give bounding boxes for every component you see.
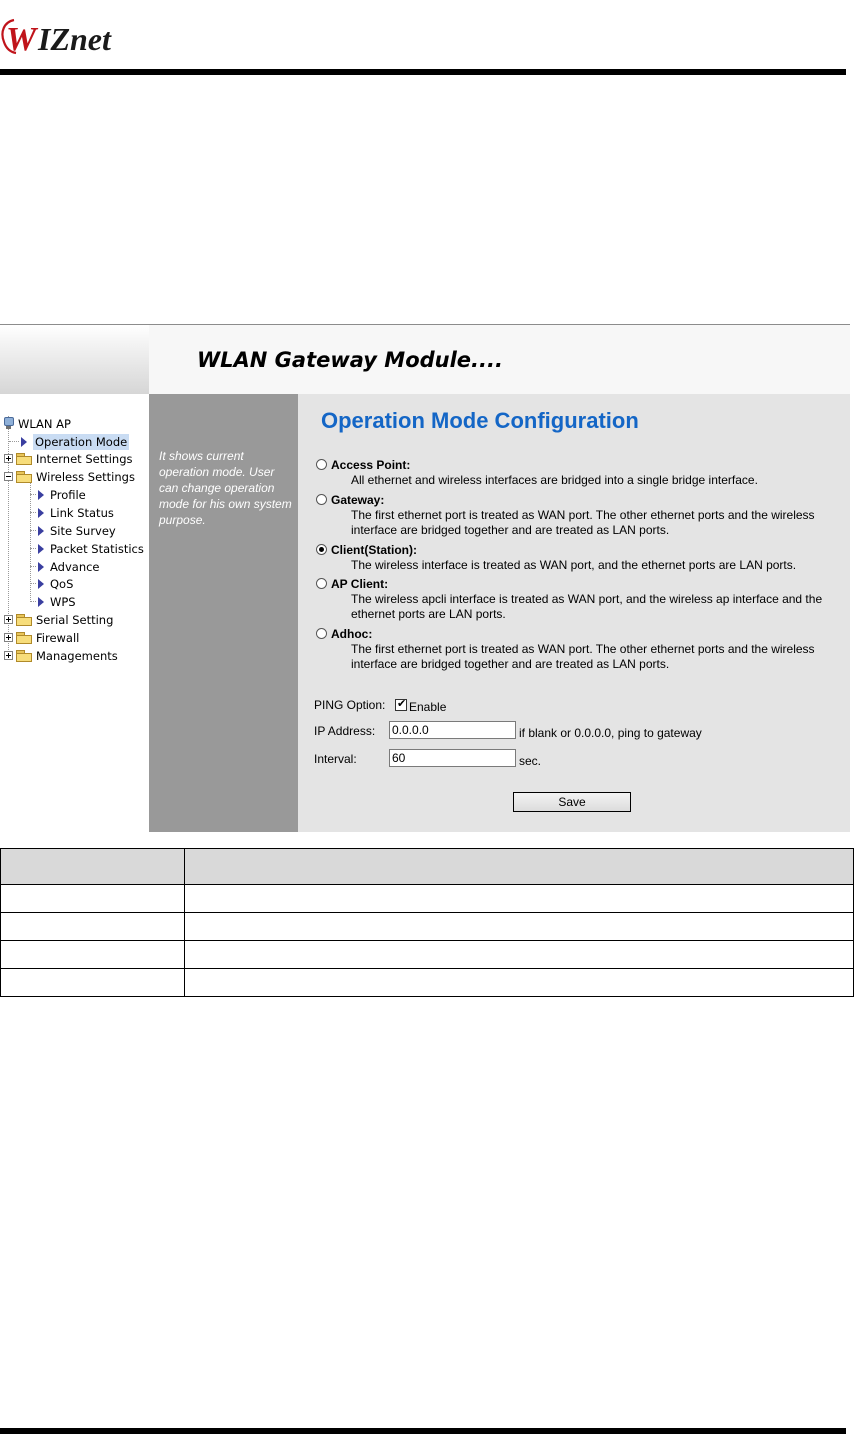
folder-icon — [16, 632, 32, 643]
expand-icon[interactable] — [4, 454, 13, 463]
table-cell — [185, 969, 854, 997]
ping-option-label: PING Option: — [314, 698, 386, 712]
ping-enable-label: Enable — [409, 700, 447, 714]
radio-gateway[interactable] — [316, 494, 327, 505]
tree-item-managements[interactable]: Managements — [4, 647, 118, 663]
table-cell — [1, 913, 185, 941]
ip-address-input[interactable]: 0.0.0.0 — [389, 721, 516, 739]
tree-item-link-status[interactable]: Link Status — [30, 504, 114, 520]
table-header-cell — [185, 849, 854, 885]
tree-item-serial-setting[interactable]: Serial Setting — [4, 611, 113, 627]
folder-icon — [16, 614, 32, 625]
page-arrow-icon — [21, 437, 27, 447]
wiznet-logo — [0, 12, 160, 58]
tree-item-advance[interactable]: Advance — [30, 558, 100, 574]
tree-item-profile[interactable]: Profile — [30, 486, 86, 502]
table-cell — [1, 969, 185, 997]
header-left-panel — [0, 325, 149, 394]
radio-adhoc[interactable] — [316, 628, 327, 639]
top-rule — [0, 69, 846, 75]
computer-icon — [3, 417, 14, 430]
page-arrow-icon — [38, 544, 44, 554]
info-text: It shows current operation mode. User can change operation mode for his own system purpose. — [159, 449, 292, 527]
radio-ap-client[interactable] — [316, 578, 327, 589]
page-arrow-icon — [38, 526, 44, 536]
info-panel — [149, 394, 298, 832]
interval-label: Interval: — [314, 752, 357, 766]
ip-address-hint: if blank or 0.0.0.0, ping to gateway — [519, 726, 702, 740]
web-ui-screenshot — [0, 324, 850, 832]
page-arrow-icon — [38, 490, 44, 500]
table-cell — [1, 885, 185, 913]
tree-item-packet-statistics[interactable]: Packet Statistics — [30, 540, 144, 556]
bottom-rule — [0, 1428, 846, 1434]
svg-text:IZnet: IZnet — [38, 21, 111, 57]
interval-unit: sec. — [519, 754, 542, 768]
table-cell — [185, 885, 854, 913]
page-arrow-icon — [38, 508, 44, 518]
expand-icon[interactable] — [4, 615, 13, 624]
description-table — [0, 848, 854, 997]
expand-icon[interactable] — [4, 633, 13, 642]
table-cell — [185, 913, 854, 941]
nav-tree — [0, 394, 149, 832]
table-row — [1, 969, 854, 997]
folder-open-icon — [16, 471, 32, 482]
radio-client-station[interactable] — [316, 544, 327, 555]
expand-icon[interactable] — [4, 651, 13, 660]
page-arrow-icon — [38, 579, 44, 589]
table-row — [1, 941, 854, 969]
checkmark-icon: ✔ — [397, 697, 407, 710]
folder-icon — [16, 453, 32, 464]
tree-item-wps[interactable]: WPS — [30, 593, 76, 609]
page-arrow-icon — [38, 562, 44, 572]
config-panel: Operation Mode Configuration Access Point: All ethernet and wireless interfaces are bridged into a single bridge interface. Gateway: The first ethernet port is treated as WAN port. The other ethernet ports and the wireless interface are bridged together and are treated as LAN ports. Client(Station): The wireless interface is treated as WAN port, and the ethernet ports are LAN ports. AP Client: The wireless apcli interface is treated as WAN port, and the wireless ap interface and the ethernet ports are LAN ports. Adhoc: The first ethernet port is treated as WAN port. The other ethernet ports and the wireless interface are bridged together and are treated as LAN ports. PING Option: ✔ Enable IP Address: 0.0.0.0 if blank or 0.0.0.0, ping to gateway Interval: 60 sec. Save — [298, 394, 850, 832]
tree-item-site-survey[interactable]: Site Survey — [30, 522, 116, 538]
tree-item-operation-mode[interactable]: Operation Mode — [9, 433, 129, 449]
folder-icon — [16, 650, 32, 661]
ip-address-label: IP Address: — [314, 724, 376, 738]
tree-root[interactable]: WLAN AP — [3, 415, 71, 431]
header-banner — [149, 325, 850, 394]
table-cell — [185, 941, 854, 969]
save-button[interactable]: Save — [513, 792, 631, 812]
collapse-icon[interactable] — [4, 472, 13, 481]
ping-enable-checkbox[interactable] — [395, 699, 407, 711]
interval-input[interactable]: 60 — [389, 749, 516, 767]
page-arrow-icon — [38, 597, 44, 607]
tree-item-wireless-settings[interactable]: Wireless Settings — [4, 468, 135, 484]
header-title: WLAN Gateway Module.... — [197, 348, 503, 372]
table-row — [1, 913, 854, 941]
tree-item-firewall[interactable]: Firewall — [4, 629, 79, 645]
tree-item-qos[interactable]: QoS — [30, 575, 73, 591]
svg-text:W: W — [6, 21, 37, 58]
table-header-cell — [1, 849, 185, 885]
table-header-row — [1, 849, 854, 885]
page-title: Operation Mode Configuration — [321, 408, 639, 433]
tree-item-internet-settings[interactable]: Internet Settings — [4, 450, 133, 466]
radio-access-point[interactable] — [316, 459, 327, 470]
table-row — [1, 885, 854, 913]
table-cell — [1, 941, 185, 969]
